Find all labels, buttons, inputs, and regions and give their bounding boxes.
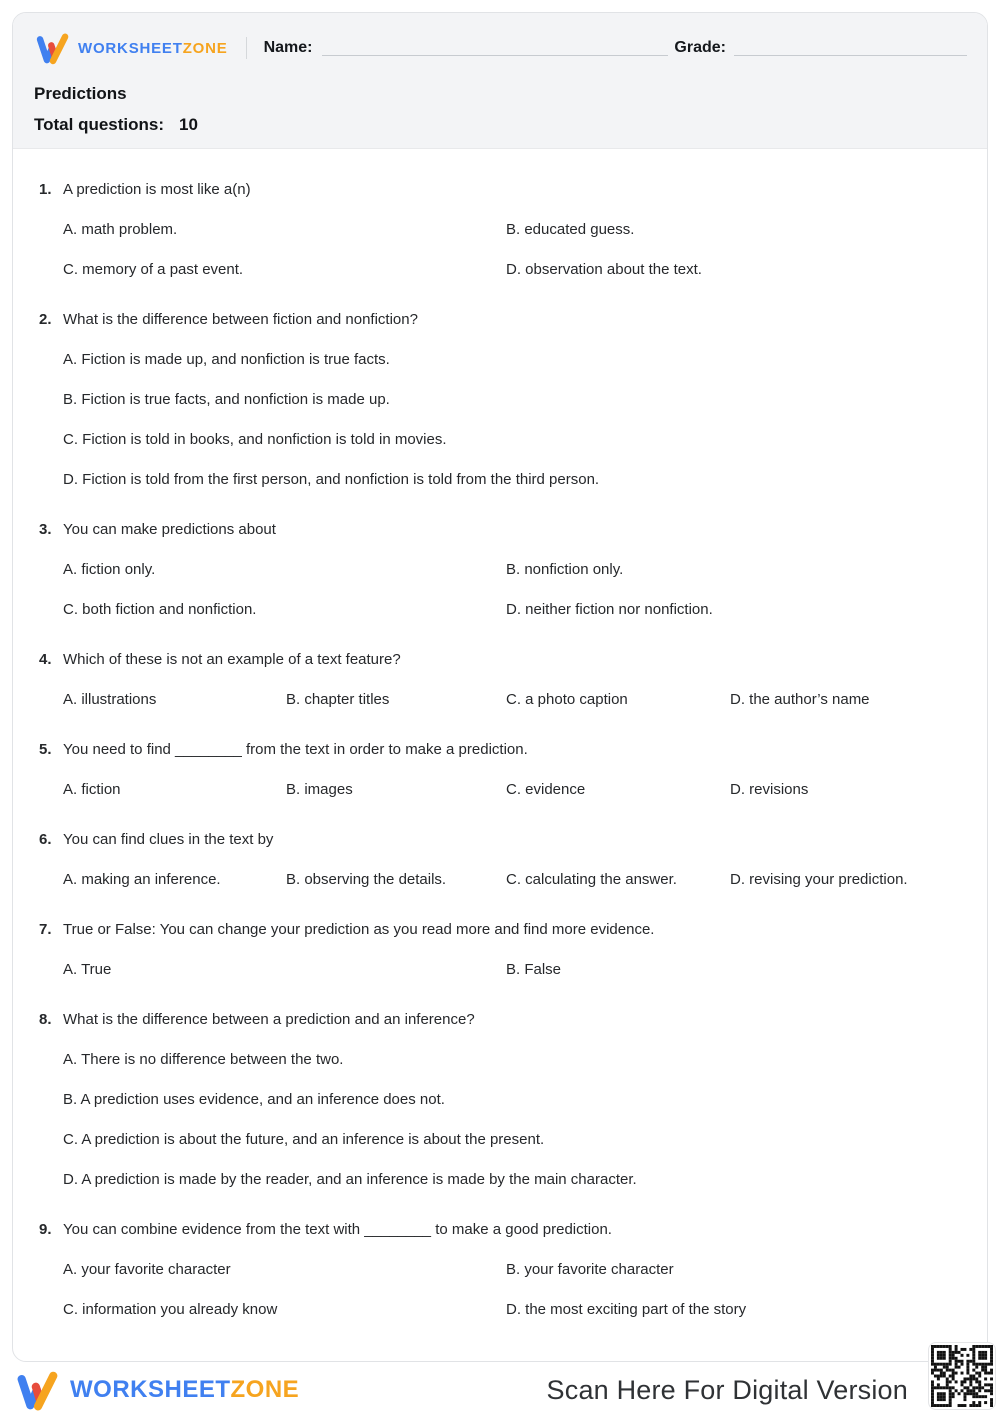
total-questions-label: Total questions: <box>34 115 165 134</box>
options-grid <box>63 959 957 980</box>
worksheet-title: Predictions <box>34 84 127 103</box>
option: A. fiction only. <box>63 561 156 578</box>
worksheet-card <box>12 12 988 1362</box>
option: A. your favorite character <box>63 1261 231 1278</box>
question <box>39 179 957 280</box>
header-logo-row <box>34 29 967 67</box>
option: B. nonfiction only. <box>506 561 624 578</box>
option: B. chapter titles <box>286 691 390 708</box>
name-label: Name: <box>263 39 313 56</box>
header-divider <box>246 37 247 59</box>
brand-wordmark <box>78 40 228 57</box>
question-number: 6. <box>39 831 52 848</box>
option: A. Fiction is made up, and nonfiction is true facts. <box>63 351 390 368</box>
option: D. A prediction is made by the reader, and an inference is made by the main character. <box>63 1171 637 1188</box>
option: D. revising your prediction. <box>730 871 908 888</box>
option: B. False <box>506 961 562 978</box>
footer <box>14 1366 986 1414</box>
grade-write-line <box>734 55 967 56</box>
options-grid <box>63 559 957 620</box>
question <box>39 829 957 890</box>
option: C. information you already know <box>63 1301 278 1318</box>
question-main <box>63 1219 957 1320</box>
question-main <box>63 649 957 710</box>
question-main <box>63 919 957 980</box>
options-grid <box>63 219 957 280</box>
question-main <box>63 519 957 620</box>
question-text: What is the difference between a prediction and an inference? <box>63 1011 475 1028</box>
question <box>39 739 957 800</box>
option: D. neither fiction nor nonfiction. <box>506 601 713 618</box>
option: A. math problem. <box>63 221 178 238</box>
question-main <box>63 739 957 800</box>
option: C. evidence <box>506 781 586 798</box>
option: D. revisions <box>730 781 809 798</box>
question-number: 5. <box>39 741 52 758</box>
total-questions-row <box>34 115 967 135</box>
question-number: 2. <box>39 311 52 328</box>
options-grid <box>63 689 957 710</box>
question-number: 1. <box>39 181 52 198</box>
option: C. both fiction and nonfiction. <box>63 601 257 618</box>
qr-code <box>928 1342 996 1410</box>
option: D. observation about the text. <box>506 261 702 278</box>
option: D. the most exciting part of the story <box>506 1301 747 1318</box>
brand-word-zone: ZONE <box>230 1376 300 1403</box>
question-number: 7. <box>39 921 52 938</box>
questions-list <box>13 149 987 1320</box>
brand-wordmark <box>70 1376 299 1404</box>
footer-brand-logo <box>14 1366 299 1414</box>
brand-w-icon <box>14 1366 62 1414</box>
options-grid <box>63 869 957 890</box>
option: C. a photo caption <box>506 691 628 708</box>
question <box>39 519 957 620</box>
option: D. Fiction is told from the first person, and nonfiction is told from the third person. <box>63 471 600 488</box>
question-text: True or False: You can change your prediction as you read more and find more evidence. <box>63 921 655 938</box>
option: C. Fiction is told in books, and nonfiction is told in movies. <box>63 431 447 448</box>
option: A. illustrations <box>63 691 157 708</box>
brand-w-icon <box>34 29 72 67</box>
options-grid <box>63 779 957 800</box>
options-grid <box>63 1259 957 1320</box>
question-text: A prediction is most like a(n) <box>63 181 251 198</box>
question-main <box>63 829 957 890</box>
option: B. observing the details. <box>286 871 447 888</box>
question-number: 4. <box>39 651 52 668</box>
question-main <box>63 309 957 490</box>
question-main <box>63 179 957 280</box>
option: C. A prediction is about the future, and an inference is about the present. <box>63 1131 545 1148</box>
option: B. Fiction is true facts, and nonfiction is made up. <box>63 391 390 408</box>
question-text: You can make predictions about <box>63 521 276 538</box>
question <box>39 919 957 980</box>
question-text: You can find clues in the text by <box>63 831 274 848</box>
options-grid <box>63 349 957 490</box>
question-text: Which of these is not an example of a text feature? <box>63 651 401 668</box>
question-number: 9. <box>39 1221 52 1238</box>
question <box>39 649 957 710</box>
brand-word-zone: ZONE <box>182 39 228 57</box>
question-text: You can combine evidence from the text with ________ to make a good prediction. <box>63 1221 612 1238</box>
option: A. True <box>63 961 112 978</box>
question <box>39 309 957 490</box>
brand-word-worksheet: WORKSHEET <box>70 1376 231 1403</box>
option: B. educated guess. <box>506 221 635 238</box>
question-main <box>63 1009 957 1190</box>
option: B. images <box>286 781 353 798</box>
grade-label: Grade: <box>674 39 726 56</box>
question-text: You need to find ________ from the text in order to make a prediction. <box>63 741 528 758</box>
question-text: What is the difference between fiction and nonfiction? <box>63 311 418 328</box>
option: A. making an inference. <box>63 871 221 888</box>
brand-logo <box>34 29 228 67</box>
option: B. your favorite character <box>506 1261 674 1278</box>
option: B. A prediction uses evidence, and an inference does not. <box>63 1091 445 1108</box>
question <box>39 1009 957 1190</box>
option: C. calculating the answer. <box>506 871 677 888</box>
question-number: 8. <box>39 1011 52 1028</box>
option: D. the author’s name <box>730 691 870 708</box>
question-number: 3. <box>39 521 52 538</box>
options-grid <box>63 1049 957 1190</box>
worksheet-header <box>13 13 987 149</box>
question <box>39 1219 957 1320</box>
brand-word-worksheet: WORKSHEET <box>78 39 183 57</box>
total-questions-value: 10 <box>179 115 198 134</box>
scan-here-text: Scan Here For Digital Version <box>546 1374 908 1405</box>
option: A. There is no difference between the two. <box>63 1051 344 1068</box>
option: A. fiction <box>63 781 121 798</box>
option: C. memory of a past event. <box>63 261 244 278</box>
name-write-line <box>322 55 668 56</box>
